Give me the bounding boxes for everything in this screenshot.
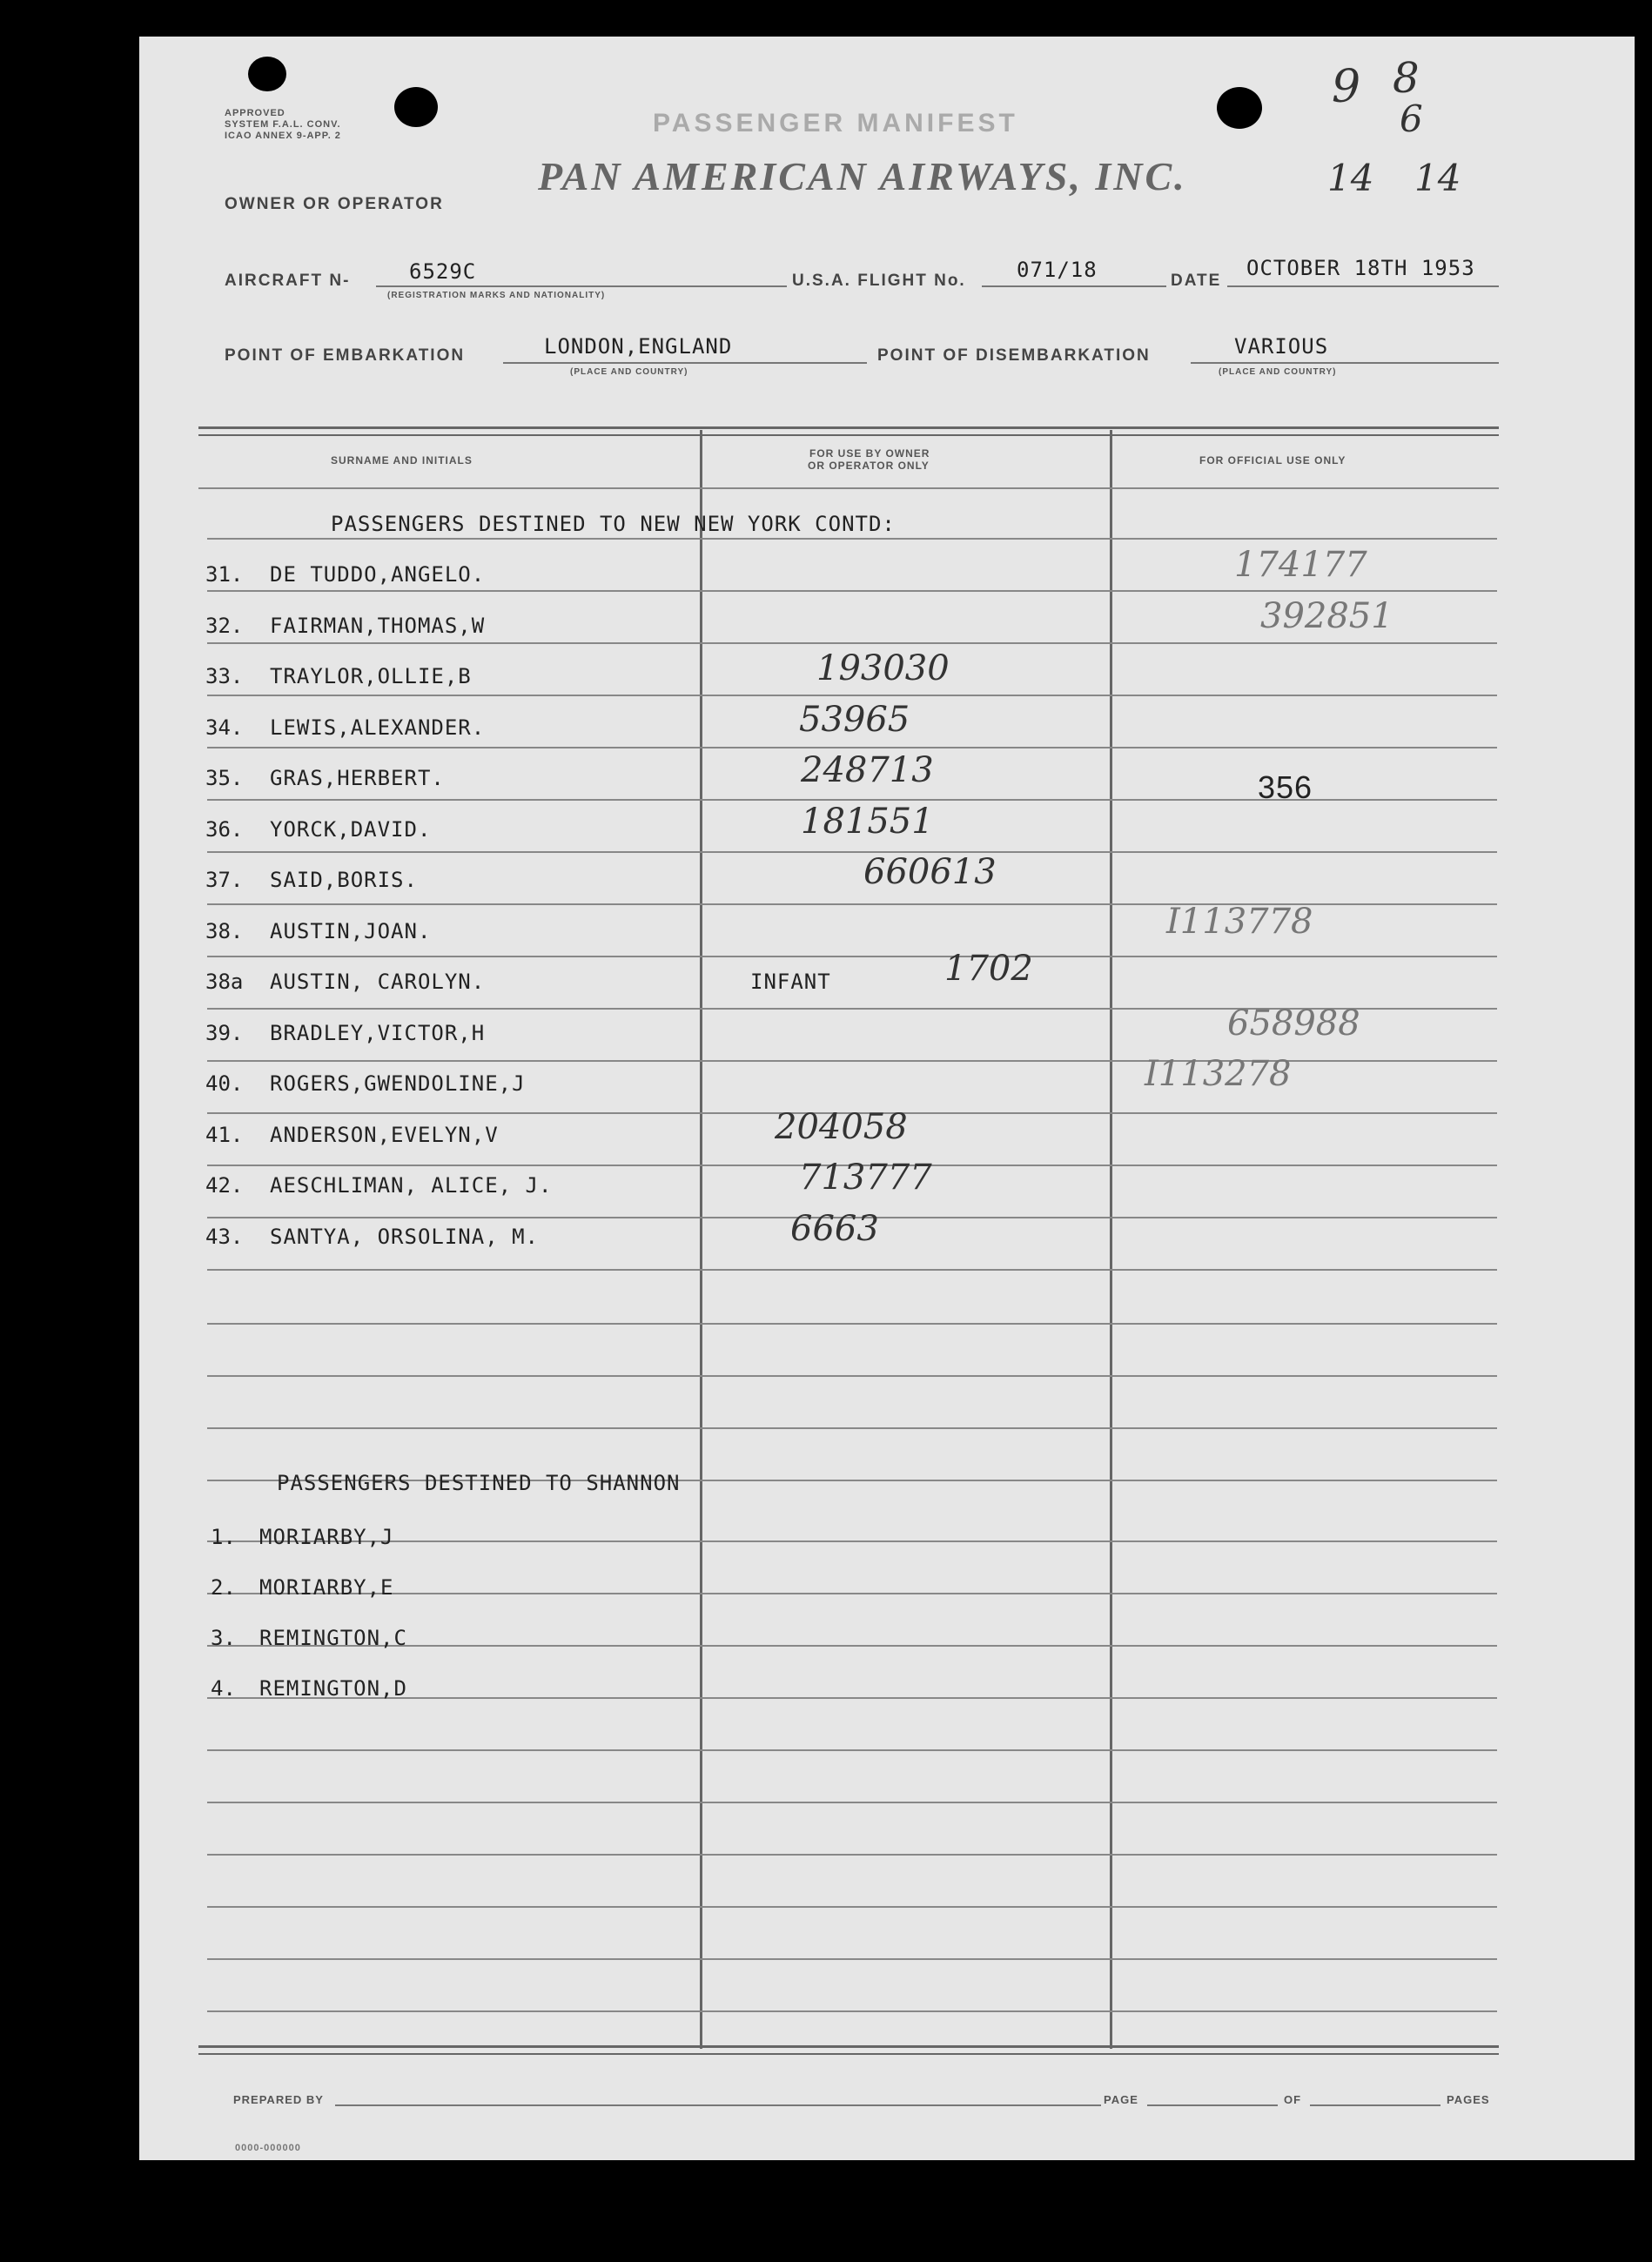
shannon-name: REMINGTON,D [259, 1676, 407, 1701]
shannon-name: MORIARBY,E [259, 1575, 394, 1600]
shannon-name: MORIARBY,J [259, 1525, 394, 1549]
ruled-line [207, 695, 1497, 696]
col-header-owner-2: OR OPERATOR ONLY [808, 460, 930, 472]
form-title: PASSENGER MANIFEST [653, 109, 1018, 138]
embark-value: LONDON,ENGLAND [544, 334, 733, 359]
ruled-line [207, 590, 1497, 592]
passenger-name: AUSTIN, CAROLYN. [270, 970, 486, 994]
official-use-value: 356 [1258, 769, 1313, 805]
col-header-surname: SURNAME AND INITIALS [331, 454, 473, 466]
official-use-value: I113778 [1166, 902, 1313, 942]
passenger-name: DE TUDDO,ANGELO. [270, 562, 486, 587]
page-label: PAGE [1104, 2093, 1138, 2106]
pages-label: PAGES [1447, 2093, 1490, 2106]
passenger-number: 43. [205, 1225, 244, 1249]
passenger-name: BRADLEY,VICTOR,H [270, 1021, 486, 1045]
passenger-name: ANDERSON,EVELYN,V [270, 1123, 499, 1147]
ruled-line [207, 1593, 1497, 1594]
passenger-number: 36. [205, 817, 244, 842]
corner-note-14a: 14 [1327, 157, 1374, 199]
shannon-number: 4. [211, 1676, 236, 1701]
owner-use-value: 193030 [816, 648, 950, 688]
passenger-name: LEWIS,ALEXANDER. [270, 715, 486, 740]
punch-hole-left-2 [394, 87, 438, 127]
date-value: OCTOBER 18TH 1953 [1246, 256, 1475, 280]
header-rule [198, 487, 1499, 489]
col-header-official: FOR OFFICIAL USE ONLY [1199, 454, 1346, 466]
flight-value: 071/18 [1017, 258, 1098, 282]
ruled-line [207, 1375, 1497, 1377]
aircraft-value: 6529C [409, 259, 477, 284]
ruled-line [207, 1802, 1497, 1803]
ruled-line [207, 1060, 1497, 1062]
punch-hole-left-1 [248, 57, 286, 91]
owner-use-value: 6663 [790, 1209, 879, 1249]
ruled-line [207, 1427, 1497, 1429]
ruled-line [207, 642, 1497, 644]
ruled-line [207, 1540, 1497, 1542]
shannon-number: 1. [211, 1525, 236, 1549]
flight-label: U.S.A. FLIGHT No. [792, 272, 966, 290]
official-use-value: 392851 [1260, 596, 1393, 636]
passenger-name: SANTYA, ORSOLINA, M. [270, 1225, 539, 1249]
disembark-label: POINT OF DISEMBARKATION [877, 346, 1151, 365]
embark-label: POINT OF EMBARKATION [225, 346, 466, 365]
passenger-number: 32. [205, 614, 244, 638]
passenger-name: TRAYLOR,OLLIE,B [270, 664, 472, 688]
shannon-number: 2. [211, 1575, 236, 1600]
ruled-line [207, 1854, 1497, 1856]
official-use-value: 174177 [1234, 545, 1367, 585]
aircraft-label: AIRCRAFT N- [225, 272, 351, 290]
ruled-line [207, 851, 1497, 853]
approval-line: ICAO ANNEX 9-APP. 2 [225, 131, 341, 141]
ruled-line [207, 1323, 1497, 1325]
approval-stamp [225, 108, 341, 142]
approval-line: SYSTEM F.A.L. CONV. [225, 119, 341, 130]
owner-use-value: INFANT [750, 970, 831, 994]
prepared-by-label: PREPARED BY [233, 2093, 324, 2106]
section-heading-shannon: PASSENGERS DESTINED TO SHANNON [277, 1471, 681, 1495]
form-code: 0000-000000 [235, 2143, 301, 2153]
ruled-line [207, 956, 1497, 957]
corner-note-6: 6 [1400, 97, 1423, 140]
of-label: OF [1284, 2093, 1302, 2106]
passenger-number: 34. [205, 715, 244, 740]
passenger-name: SAID,BORIS. [270, 868, 418, 892]
ruled-line [207, 538, 1497, 540]
official-use-value: I113278 [1145, 1054, 1292, 1094]
corner-note-14b: 14 [1414, 157, 1461, 199]
passenger-name: GRAS,HERBERT. [270, 766, 445, 790]
passenger-number: 41. [205, 1123, 244, 1147]
column-divider-2 [1110, 430, 1112, 2049]
aircraft-sub: (REGISTRATION MARKS AND NATIONALITY) [387, 291, 606, 300]
passenger-number: 38a [205, 970, 244, 994]
table-bottom-rule [198, 2045, 1499, 2055]
corner-note-9: 9 [1332, 61, 1361, 113]
passenger-name: AUSTIN,JOAN. [270, 919, 432, 943]
table-top-rule [198, 426, 1499, 436]
passenger-number: 33. [205, 664, 244, 688]
owner-use-value: 660613 [863, 852, 997, 892]
passenger-number: 42. [205, 1173, 244, 1198]
approval-line: APPROVED [225, 108, 285, 118]
shannon-number: 3. [211, 1626, 236, 1650]
passenger-number: 39. [205, 1021, 244, 1045]
disembark-value: VARIOUS [1234, 334, 1329, 359]
passenger-name: YORCK,DAVID. [270, 817, 432, 842]
owner-use-value: 248713 [801, 750, 934, 790]
passenger-name: ROGERS,GWENDOLINE,J [270, 1071, 526, 1096]
disembark-sub: (PLACE AND COUNTRY) [1219, 367, 1337, 377]
infant-note: 1702 [944, 949, 1033, 989]
passenger-number: 38. [205, 919, 244, 943]
owner-use-value: 181551 [801, 802, 934, 842]
shannon-name: REMINGTON,C [259, 1626, 407, 1650]
owner-use-value: 53965 [799, 700, 910, 740]
ruled-line [207, 2010, 1497, 2012]
col-header-owner-1: FOR USE BY OWNER [809, 447, 930, 460]
passenger-number: 40. [205, 1071, 244, 1096]
ruled-line [207, 747, 1497, 748]
owner-use-value: 713777 [799, 1158, 932, 1198]
passenger-number: 35. [205, 766, 244, 790]
official-use-value: 658988 [1227, 1003, 1360, 1044]
embark-sub: (PLACE AND COUNTRY) [570, 367, 688, 377]
ruled-line [207, 1269, 1497, 1271]
owner-label: OWNER OR OPERATOR [225, 195, 444, 213]
passenger-number: 37. [205, 868, 244, 892]
company-name: PAN AMERICAN AIRWAYS, INC. [538, 154, 1187, 198]
ruled-line [207, 1906, 1497, 1908]
punch-hole-right [1217, 87, 1262, 129]
passenger-number: 31. [205, 562, 244, 587]
passenger-name: FAIRMAN,THOMAS,W [270, 614, 486, 638]
ruled-line [207, 1749, 1497, 1751]
ruled-line [207, 1958, 1497, 1960]
date-label: DATE [1171, 272, 1222, 290]
owner-use-value: 204058 [775, 1107, 908, 1147]
corner-note-8: 8 [1393, 54, 1420, 103]
passenger-name: AESCHLIMAN, ALICE, J. [270, 1173, 553, 1198]
section-heading-new-york: PASSENGERS DESTINED TO NEW NEW YORK CONTD: [331, 512, 896, 536]
